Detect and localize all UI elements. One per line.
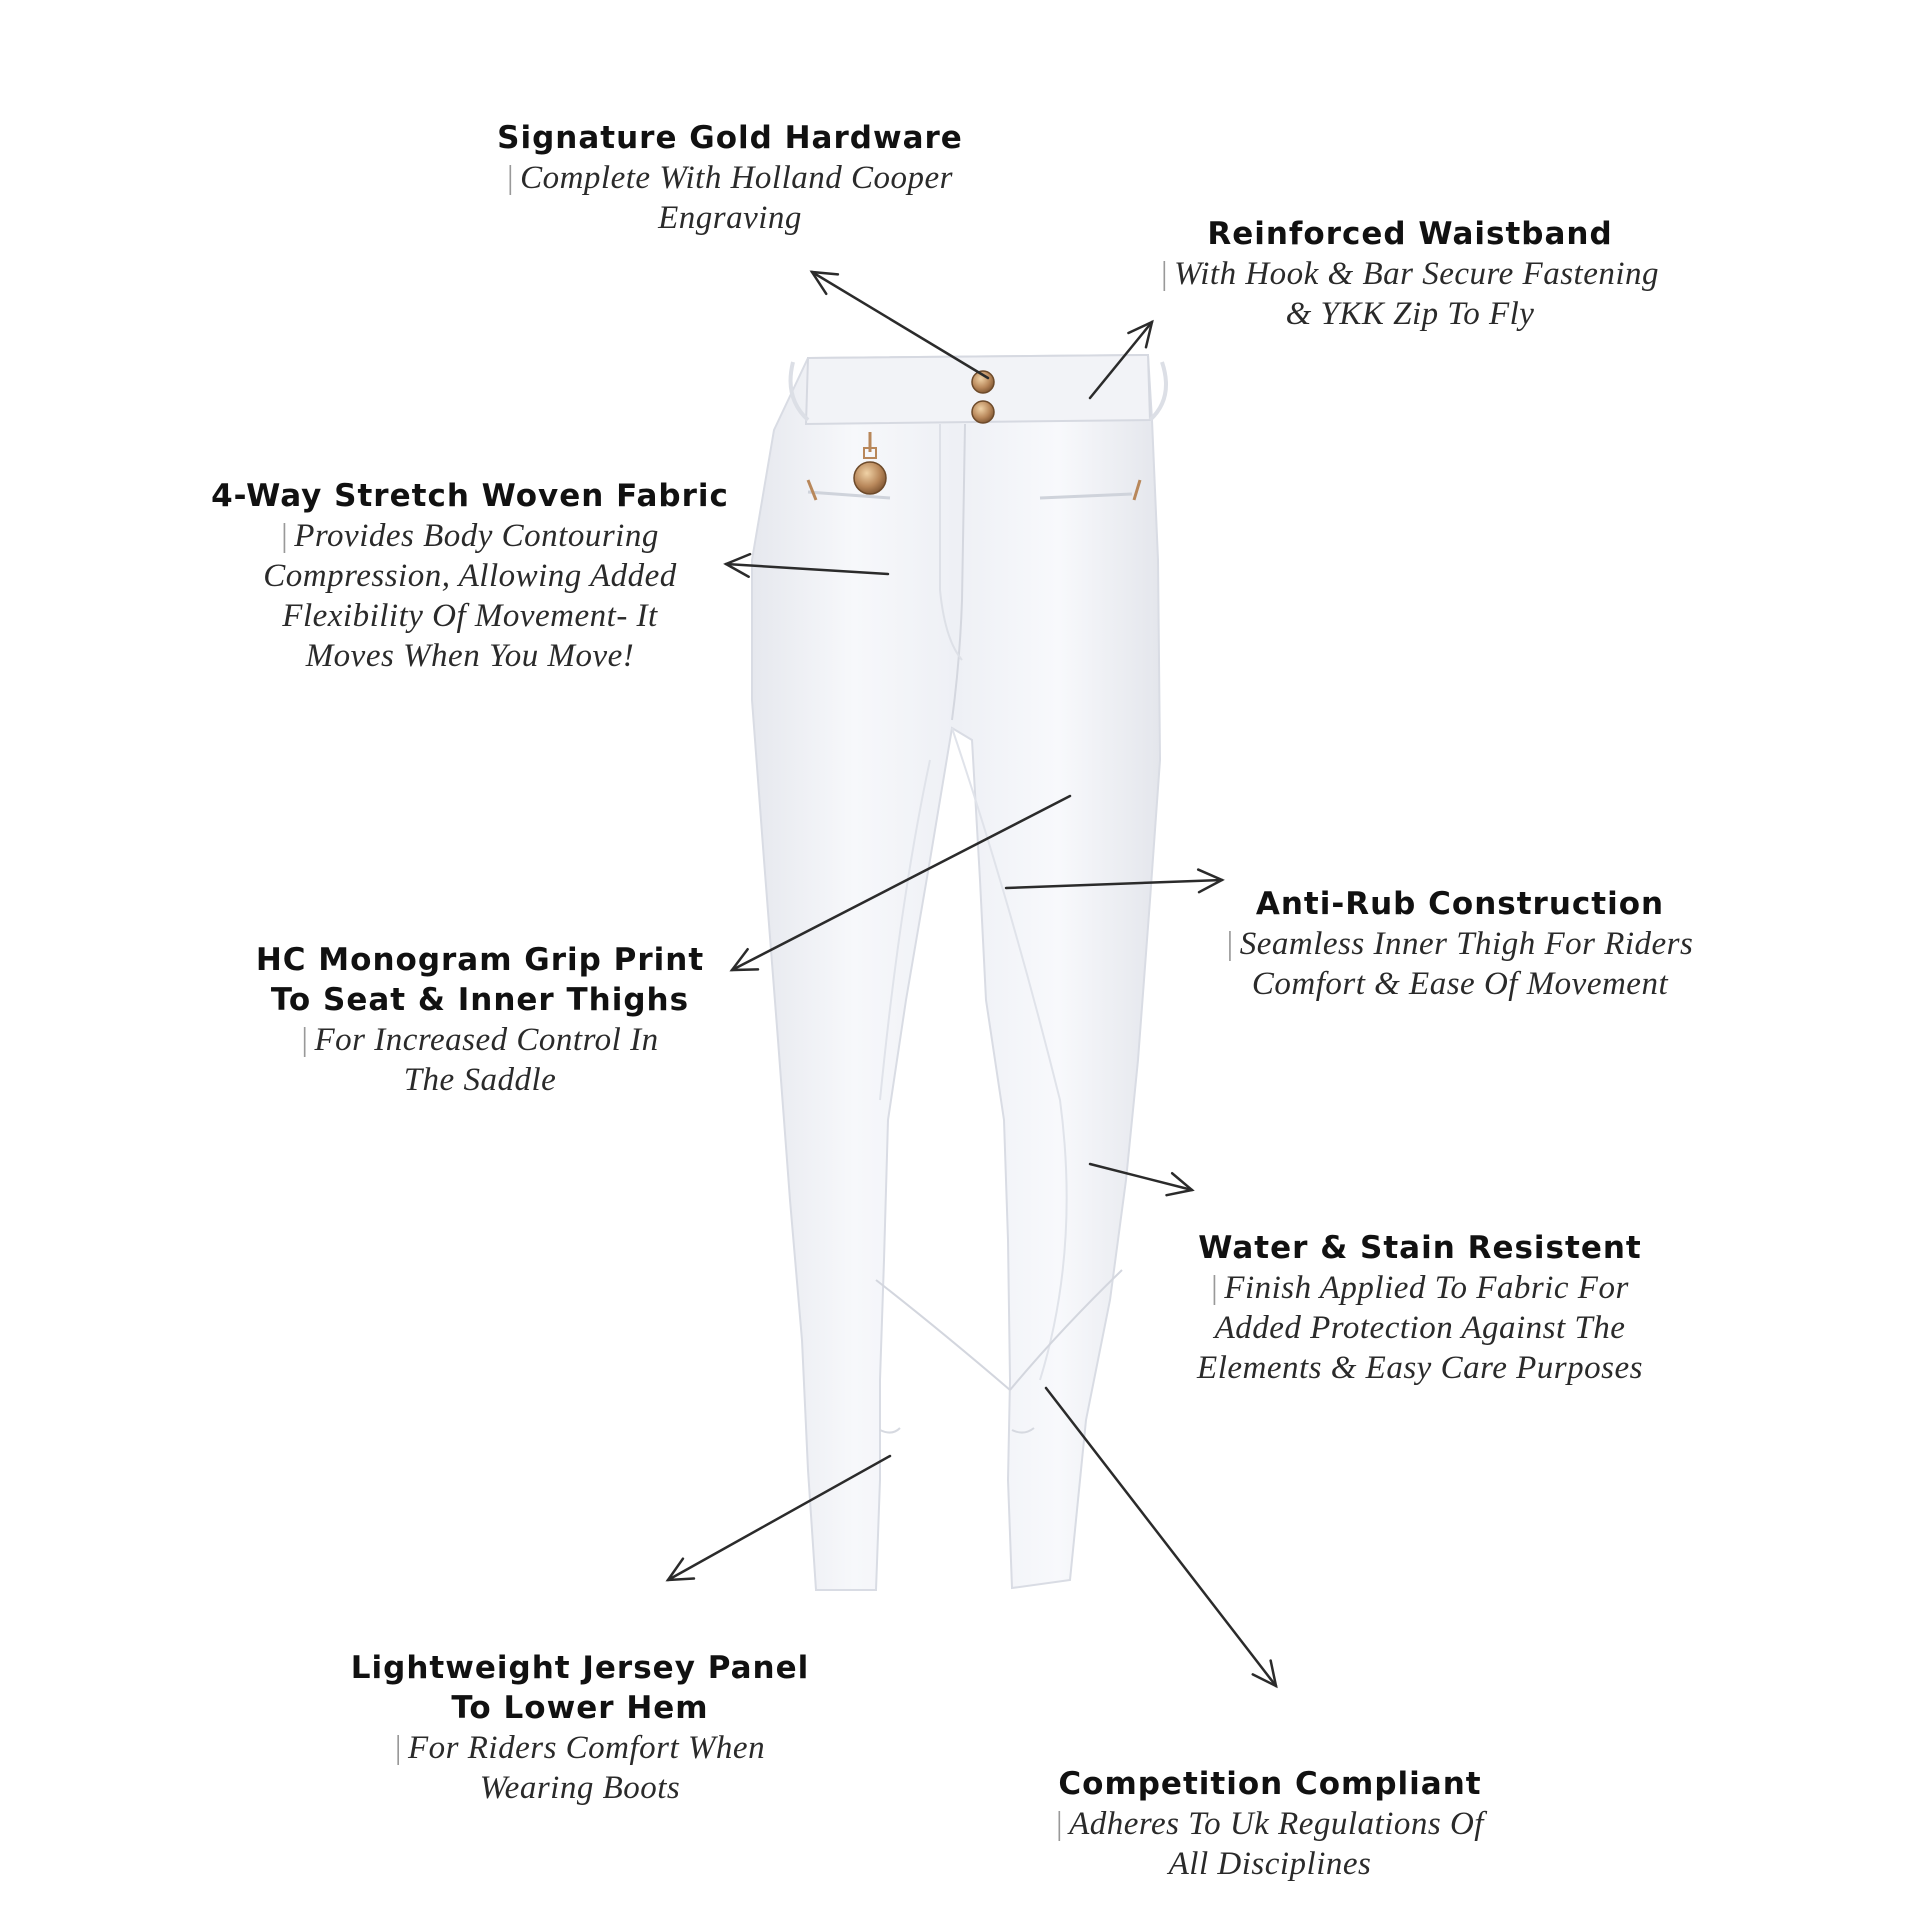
- callout-title: Lightweight Jersey Panel To Lower Hem: [350, 1650, 810, 1726]
- callout-water-stain: [1110, 1228, 1730, 1388]
- callout-title: 4-Way Stretch Woven Fabric: [211, 478, 729, 514]
- callout-jersey-panel: [270, 1648, 890, 1808]
- callout-title: Water & Stain Resistent: [1198, 1230, 1642, 1266]
- callout-title: HC Monogram Grip Print To Seat & Inner Thighs: [255, 942, 705, 1018]
- callout-description: | For Riders Comfort When Wearing Boots: [394, 1730, 766, 1806]
- callout-description: | Adheres To Uk Regulations Of All Disciplines: [1056, 1806, 1484, 1882]
- breeches-body: [752, 355, 1166, 1590]
- callout-description: | Provides Body Contouring Compression, Allowing Added Flexibility Of Movement- It Moves When You Move!: [263, 518, 677, 674]
- callout-competition: [960, 1764, 1580, 1884]
- callout-anti-rub: [1130, 884, 1790, 1004]
- callout-waistband: [1060, 214, 1760, 334]
- callout-title: Signature Gold Hardware: [497, 120, 963, 156]
- callout-title: Competition Compliant: [1058, 1766, 1482, 1802]
- callout-monogram-grip: [190, 940, 770, 1100]
- callout-description: | Finish Applied To Fabric For Added Protection Against The Elements & Easy Care Purposes: [1197, 1270, 1643, 1386]
- callout-description: | Complete With Holland Cooper Engraving: [506, 160, 953, 236]
- callout-description: | With Hook & Bar Secure Fastening & YKK Zip To Fly: [1160, 256, 1660, 332]
- callout-title: Reinforced Waistband: [1207, 216, 1613, 252]
- callout-description: | For Increased Control In The Saddle: [301, 1022, 659, 1098]
- callout-gold-hardware: [410, 118, 1050, 238]
- callout-description: | Seamless Inner Thigh For Riders Comfort & Ease Of Movement: [1226, 926, 1694, 1002]
- callout-title: Anti-Rub Construction: [1255, 886, 1665, 922]
- callout-stretch-fabric: [170, 476, 770, 676]
- arrow-competition: [1046, 1388, 1276, 1686]
